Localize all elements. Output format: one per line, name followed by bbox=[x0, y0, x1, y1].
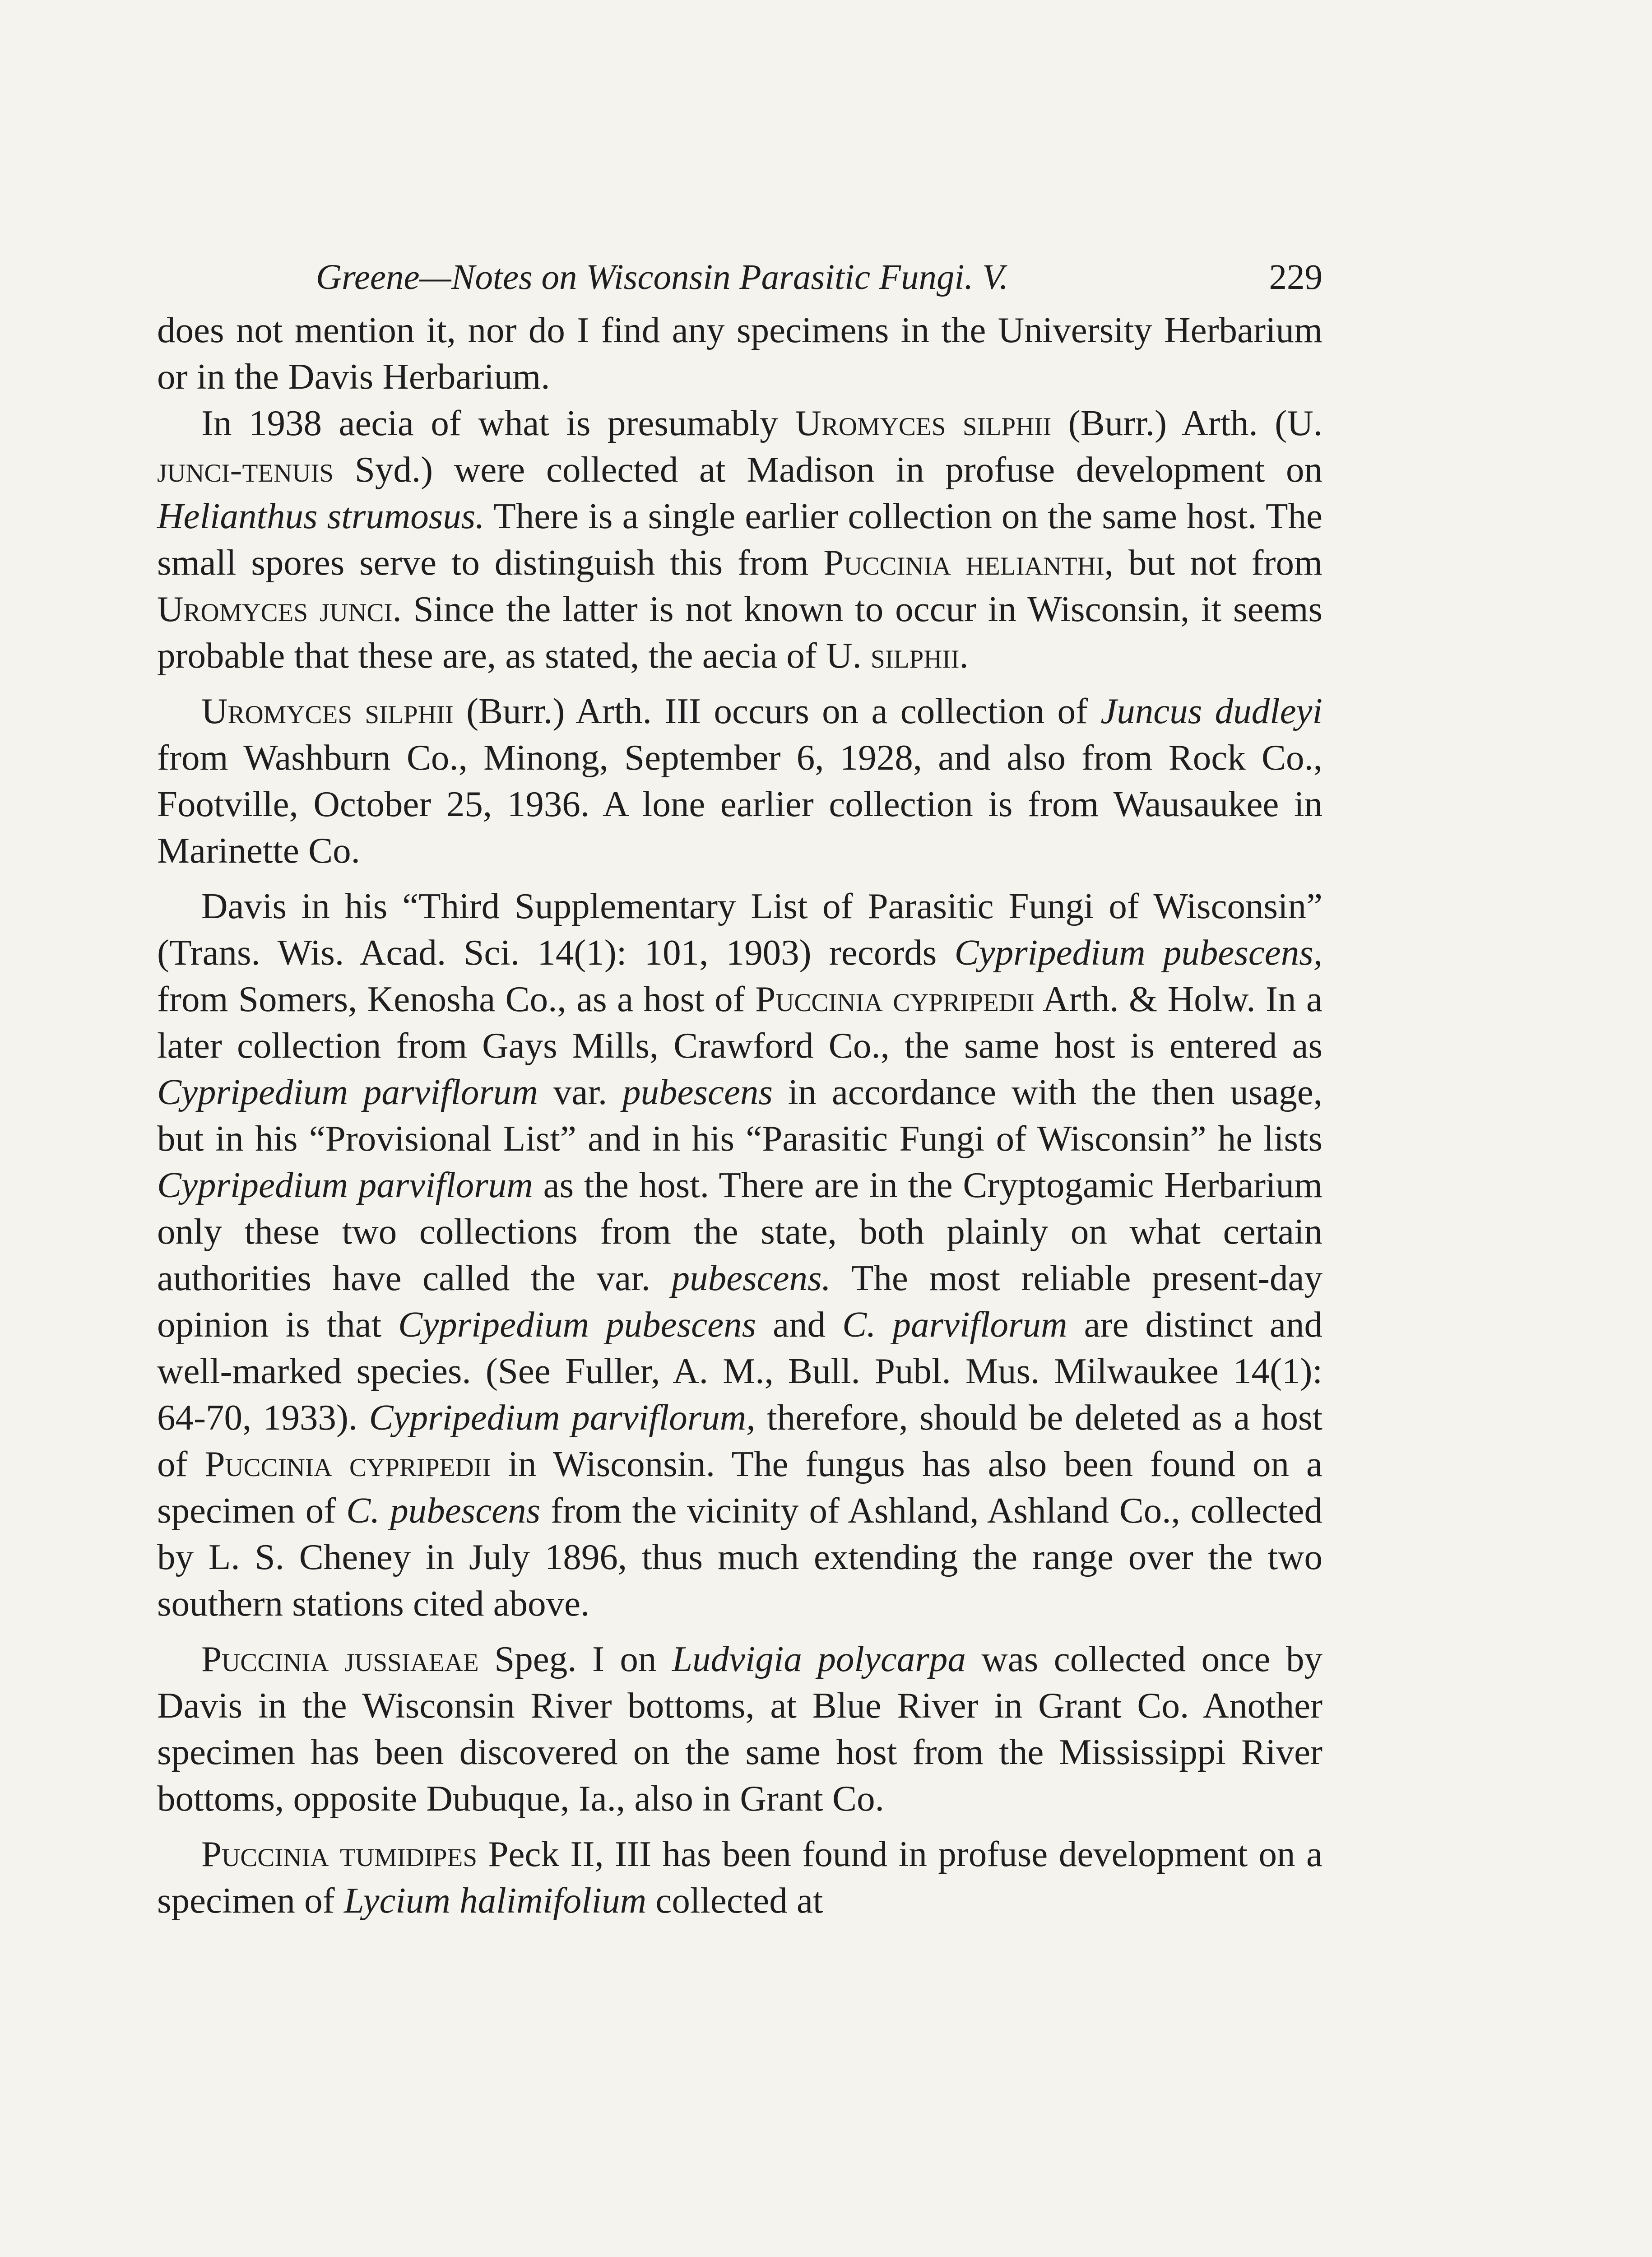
text-run: (Burr.) Arth. (U. bbox=[1051, 403, 1323, 443]
species-name: Puccinia cypripedii bbox=[755, 979, 1035, 1019]
species-name: Puccinia tumidipes bbox=[201, 1834, 478, 1874]
species-name: Puccinia cypripedii bbox=[204, 1444, 491, 1484]
text-run: are distinct and well-marked species. (See Fuller, A. M., Bull. Publ. Mus. Milwaukee 14(1): 64-70, 1933). bbox=[157, 1304, 1323, 1438]
species-name: Puccinia helianthi, bbox=[823, 542, 1114, 583]
text-run: from the vicinity of Ashland, Ashland Co., collected by L. S. Cheney in July 1896, thus much extending the range over the two southern stations cited above. bbox=[157, 1490, 1323, 1624]
host-name: Cypripedium parviflorum bbox=[157, 1072, 538, 1112]
text-run: There is a single earlier collection on the same host. The small spores serve to distinguish this from bbox=[157, 496, 1323, 583]
host-name: pubescens bbox=[622, 1072, 773, 1112]
running-title: Greene—Notes on Wisconsin Parasitic Fungi. V. bbox=[316, 258, 1008, 297]
running-header bbox=[316, 255, 1323, 300]
host-name: Lycium halimifolium bbox=[343, 1880, 647, 1921]
text-run: as the host. There are in the Cryptogamic Herbarium only these two collections from the state, both plainly on what certain authorities have called the var. bbox=[157, 1165, 1323, 1298]
paragraph-3 bbox=[157, 688, 1323, 874]
paragraph-6 bbox=[157, 1831, 1323, 1924]
host-name: Cypripedium pubescens bbox=[398, 1304, 756, 1345]
page-number: 229 bbox=[1269, 258, 1323, 297]
paragraph-4 bbox=[157, 883, 1323, 1627]
species-name: Uromyces junci. bbox=[157, 589, 402, 629]
text-run: Peck II, III has been found in profuse development on a specimen of bbox=[157, 1834, 1323, 1921]
host-name: Cypripedium pubescens, bbox=[954, 932, 1323, 973]
species-name: Puccinia jussiaeae bbox=[201, 1639, 479, 1679]
text-run: does not mention it, nor do I find any specimens in the University Herbarium or in the Davis Herbarium. bbox=[157, 310, 1323, 397]
host-name: Juncus dudleyi bbox=[1100, 691, 1323, 731]
host-name: C. parviflorum bbox=[842, 1304, 1067, 1345]
text-run: in Wisconsin. The fungus has also been found on a specimen of bbox=[157, 1444, 1323, 1531]
species-name: Uromyces silphii bbox=[201, 691, 454, 731]
paragraph-2 bbox=[157, 400, 1323, 679]
text-run: therefore, should be deleted as a host of bbox=[157, 1397, 1323, 1484]
text-run: was collected once by Davis in the Wisconsin River bottoms, at Blue River in Grant Co. Another specimen has been discovered on the same host from the Mississippi River bottoms, opposite Dubuque, Ia., also in Grant Co. bbox=[157, 1639, 1323, 1819]
text-run: but not from bbox=[1114, 542, 1323, 583]
text-run: var. bbox=[538, 1072, 623, 1112]
text-run: Arth. & Holw. In a later collection from Gays Mills, Crawford Co., the same host is entered as bbox=[157, 979, 1323, 1066]
text-run: collected at bbox=[646, 1880, 823, 1921]
text-run: Speg. I on bbox=[478, 1639, 672, 1679]
host-name: C. pubescens bbox=[346, 1490, 541, 1531]
species-name: junci-tenuis bbox=[157, 449, 334, 490]
host-name: Cypripedium parviflorum, bbox=[369, 1397, 756, 1438]
text-run: from Somers, Kenosha Co., as a host of bbox=[157, 979, 756, 1019]
species-name: Uromyces silphii bbox=[795, 403, 1052, 443]
host-name: pubescens. bbox=[671, 1258, 831, 1298]
text-run: from Washburn Co., Minong, September 6, 1928, and also from Rock Co., Footville, October 25, 1936. A lone earlier collection is from Wausaukee in Marinette Co. bbox=[157, 737, 1323, 871]
host-name: Ludvigia polycarpa bbox=[672, 1639, 966, 1679]
paragraph-1 bbox=[157, 307, 1323, 400]
text-run: and bbox=[756, 1304, 843, 1345]
text-run: In 1938 aecia of what is presumably bbox=[201, 403, 795, 443]
text-run: Davis in his “Third Supplementary List of Parasitic Fungi of Wisconsin” (Trans. Wis. Acad. Sci. 14(1): 101, 1903) records bbox=[157, 886, 1323, 973]
text-run: (Burr.) Arth. III occurs on a collection of bbox=[453, 691, 1101, 731]
paragraph-5 bbox=[157, 1636, 1323, 1822]
text-run: Syd.) were collected at Madison in profuse development on bbox=[334, 449, 1323, 490]
text-run: Since the latter is not known to occur in Wisconsin, it seems probable that these are, as stated, the aecia of U. bbox=[157, 589, 1323, 676]
text-run: The most reliable present-day opinion is that bbox=[157, 1258, 1323, 1345]
species-name: silphii. bbox=[871, 635, 969, 676]
text-run: in accordance with the then usage, but in his “Provisional List” and in his “Parasitic Fungi of Wisconsin” he lists bbox=[157, 1072, 1323, 1159]
host-name: Helianthus strumosus. bbox=[157, 496, 485, 536]
body-text bbox=[157, 307, 1323, 1924]
host-name: Cypripedium parviflorum bbox=[157, 1165, 533, 1205]
